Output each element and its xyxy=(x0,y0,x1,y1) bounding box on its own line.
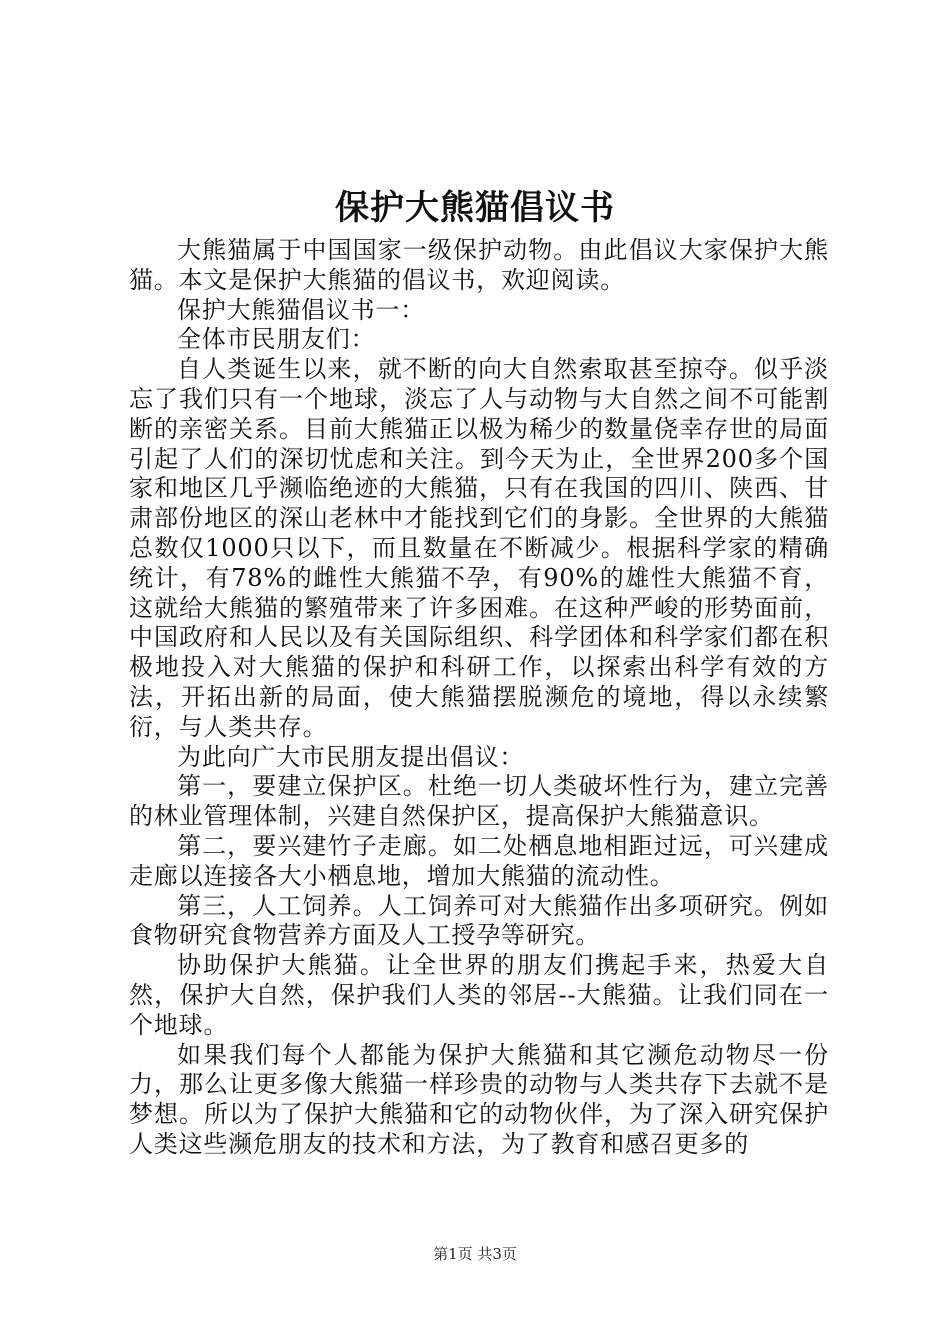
proposal-item: 第三，人工饲养。人工饲养可对大熊猫作出多项研究。例如食物研究食物营养方面及人工授孕等研究。 xyxy=(129,891,829,950)
proposal-item: 第一，要建立保护区。杜绝一切人类破坏性行为，建立完善的林业管理体制，兴建自然保护区，提高保护大熊猫意识。 xyxy=(129,772,829,831)
proposal-item: 第二，要兴建竹子走廊。如二处栖息地相距过远，可兴建成走廊以连接各大小栖息地，增加大熊猫的流动性。 xyxy=(129,831,829,890)
proposal-intro: 为此向广大市民朋友提出倡议： xyxy=(177,742,525,771)
page-number: 第1页 共3页 xyxy=(433,1245,517,1263)
salutation: 全体市民朋友们： xyxy=(177,325,376,354)
closing-paragraph: 如果我们每个人都能为保护大熊猫和其它濒危动物尽一份力，那么让更多像大熊猫一样珍贵的动物与人类共存下去就不是梦想。所以为了保护大熊猫和它的动物伙伴，为了深入研究保护人类这些濒危朋友的技术和方法，为了教育和感召更多的 xyxy=(129,1040,829,1158)
document-title: 保护大熊猫倡议书 xyxy=(335,188,615,228)
body-paragraph: 自人类诞生以来，就不断的向大自然索取甚至掠夺。似乎淡忘了我们只有一个地球，淡忘了人与动物与大自然之间不可能割断的亲密关系。目前大熊猫正以极为稀少的数量侥幸存世的局面引起了人们的深切忧虑和关注。到今天为止，全世界200多个国家和地区几乎濒临绝迹的大熊猫，只有在我国的四川、陕西、甘肃部份地区的深山老林中才能找到它们的身影。全世界的大熊猫总数仅1000只以下，而且数量在不断减少。根据科学家的精确统计，有78%的雌性大熊猫不孕，有90%的雄性大熊猫不育，这就给大熊猫的繁殖带来了许多困难。在这种严峻的形势面前，中国政府和人民以及有关国际组织、科学团体和科学家们都在积极地投入对大熊猫的保护和科研工作，以探索出科学有效的方法，开拓出新的局面，使大熊猫摆脱濒危的境地，得以永续繁衍，与人类共存。 xyxy=(129,355,829,741)
document-body xyxy=(129,236,829,1160)
appeal-paragraph: 协助保护大熊猫。让全世界的朋友们携起手来，热爱大自然，保护大自然，保护我们人类的邻居--大熊猫。让我们同在一个地球。 xyxy=(129,951,829,1039)
section-heading: 保护大熊猫倡议书一： xyxy=(177,295,425,324)
intro-paragraph: 大熊猫属于中国国家一级保护动物。由此倡议大家保护大熊猫。本文是保护大熊猫的倡议书，欢迎阅读。 xyxy=(129,236,829,294)
